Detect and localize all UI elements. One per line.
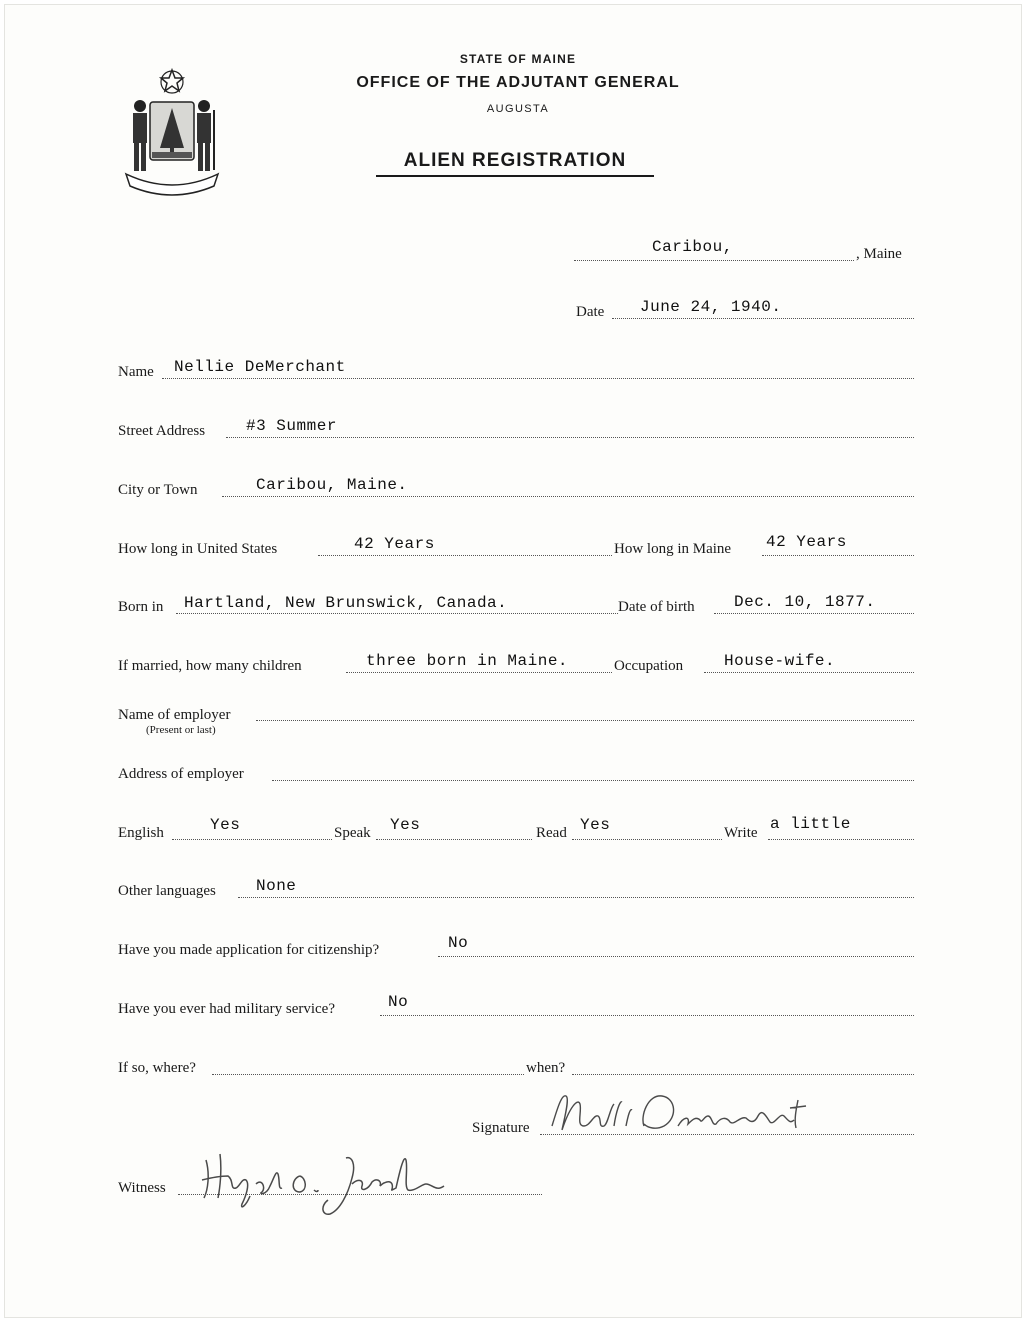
read-value: Yes <box>580 816 611 834</box>
other-languages-line <box>238 897 914 898</box>
children-line <box>346 672 612 673</box>
where-line <box>212 1074 524 1075</box>
speak-value: Yes <box>390 816 421 834</box>
date-label: Date <box>576 304 605 320</box>
header-state: STATE OF MAINE <box>459 52 577 66</box>
witness-label: Witness <box>118 1180 166 1196</box>
write-label: Write <box>724 825 758 841</box>
employer-address-line <box>272 780 914 781</box>
witness-signature <box>196 1140 456 1220</box>
when-label: when? <box>526 1060 566 1076</box>
name-value: Nellie DeMerchant <box>174 358 346 376</box>
us-years-value: 42 Years <box>354 535 435 553</box>
where-label: If so, where? <box>118 1060 196 1076</box>
military-line <box>380 1015 914 1016</box>
children-label: If married, how many children <box>118 658 302 674</box>
us-years-line <box>318 555 612 556</box>
maine-years-line <box>762 555 914 556</box>
speak-line <box>376 839 532 840</box>
place-value: Caribou, <box>652 238 733 256</box>
other-languages-value: None <box>256 877 297 895</box>
us-years-label: How long in United States <box>118 541 278 557</box>
dob-value: Dec. 10, 1877. <box>734 593 876 611</box>
occupation-line <box>704 672 914 673</box>
other-languages-label: Other languages <box>118 883 216 899</box>
write-line <box>768 839 914 840</box>
read-line <box>572 839 722 840</box>
employer-sublabel: (Present or last) <box>146 724 216 736</box>
signature-label: Signature <box>472 1120 530 1136</box>
occupation-label: Occupation <box>614 658 684 674</box>
date-line <box>612 318 914 319</box>
date-value: June 24, 1940. <box>640 298 782 316</box>
dob-label: Date of birth <box>618 599 695 615</box>
header-office: OFFICE OF THE ADJUTANT GENERAL <box>356 74 680 91</box>
applicant-signature <box>544 1086 834 1138</box>
maine-years-label: How long in Maine <box>614 541 732 557</box>
english-value: Yes <box>210 816 241 834</box>
place-line <box>574 260 854 261</box>
born-label: Born in <box>118 599 164 615</box>
children-value: three born in Maine. <box>366 652 569 670</box>
military-value: No <box>388 993 409 1011</box>
occupation-value: House-wife. <box>724 652 836 670</box>
born-line <box>176 613 618 614</box>
city-value: Caribou, Maine. <box>256 476 408 494</box>
employer-label: Name of employer <box>118 707 231 723</box>
city-label: City or Town <box>118 482 198 498</box>
employer-line <box>256 720 914 721</box>
street-line <box>226 437 914 438</box>
name-label: Name <box>118 364 154 380</box>
street-label: Street Address <box>118 423 206 439</box>
military-label: Have you ever had military service? <box>118 1001 335 1017</box>
form-title: ALIEN REGISTRATION <box>376 150 654 177</box>
english-label: English <box>118 825 164 841</box>
write-value: a little <box>770 815 851 833</box>
street-value: #3 Summer <box>246 417 337 435</box>
city-line <box>222 496 914 497</box>
when-line <box>572 1074 914 1075</box>
citizenship-label: Have you made application for citizenship? <box>118 942 380 958</box>
place-suffix: , Maine <box>856 246 902 262</box>
english-line <box>172 839 332 840</box>
name-line <box>162 378 914 379</box>
citizenship-line <box>438 956 914 957</box>
dob-line <box>714 613 914 614</box>
header-city: AUGUSTA <box>486 103 550 115</box>
maine-years-value: 42 Years <box>766 533 847 551</box>
born-value: Hartland, New Brunswick, Canada. <box>184 594 508 612</box>
read-label: Read <box>536 825 567 841</box>
citizenship-value: No <box>448 934 469 952</box>
employer-address-label: Address of employer <box>118 766 244 782</box>
speak-label: Speak <box>334 825 371 841</box>
